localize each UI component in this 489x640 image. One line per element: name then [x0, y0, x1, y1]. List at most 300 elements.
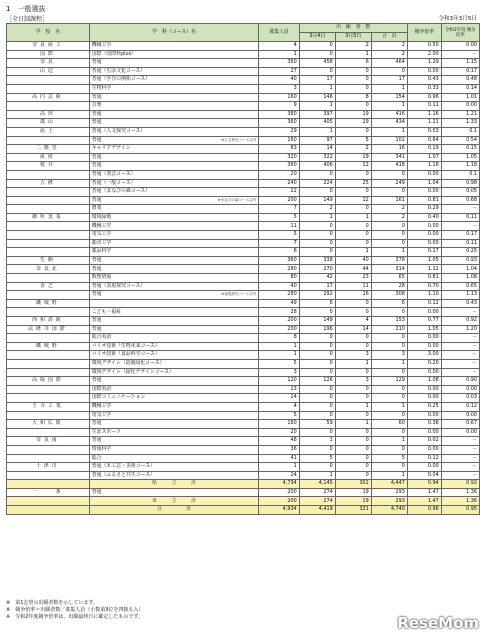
course-name [89, 179, 259, 188]
ratio-value: 0.81 [407, 196, 441, 205]
table-row [7, 153, 480, 162]
march4-value: 270 [299, 265, 335, 274]
capacity-value: 1 [259, 351, 299, 360]
capacity-value: 49 [259, 299, 299, 308]
march4-value: 0 [299, 308, 335, 317]
march5-value: 4 [335, 317, 371, 326]
ratio-value: 0.00 [407, 170, 441, 179]
course-name [89, 265, 259, 274]
capacity-value: 200 [259, 317, 299, 326]
school-name [7, 84, 90, 93]
course-name [89, 454, 259, 463]
table-row [7, 282, 480, 291]
total-value: 1 [371, 248, 407, 257]
march5-value: 0 [335, 445, 371, 454]
table-row [7, 420, 480, 429]
table-row [7, 428, 480, 437]
school-name [7, 205, 90, 214]
date-label: 令和3年3月5日 [438, 16, 477, 22]
march4-value: 42 [299, 274, 335, 283]
course-name [89, 222, 259, 231]
capacity-value: 9 [259, 102, 299, 111]
march5-value: 1 [335, 420, 371, 429]
school-name: 高田 [7, 110, 90, 119]
course-label: 普通（一般コース） [91, 179, 136, 186]
table-row [7, 342, 480, 351]
prev-ratio-value: 0.25 [441, 248, 479, 257]
ratio-value: 0.03 [407, 127, 441, 136]
capacity-value: 160 [259, 136, 299, 145]
school-name [7, 102, 90, 111]
capacity-value: 7 [259, 239, 299, 248]
table-row [7, 368, 480, 377]
prev-ratio-value: 0.54 [441, 136, 479, 145]
ratio-value: 0.00 [407, 411, 441, 420]
course-note: ※まなびの森コース以外 [217, 197, 257, 202]
course-name [89, 50, 259, 59]
total-value: 2 [371, 42, 407, 51]
footnote-3: ※ 令和2年度競争倍率は、出願最終日に確定したものです。 [6, 614, 143, 620]
total-value: 1 [371, 402, 407, 411]
march4-value: 274 [299, 488, 335, 497]
header-march4: 3月4日 [299, 33, 335, 42]
course-name [89, 308, 259, 317]
total-value: 5 [371, 454, 407, 463]
total-value: 0 [371, 428, 407, 437]
table-row [7, 119, 480, 128]
school-name [7, 428, 90, 437]
school-name [7, 368, 90, 377]
table-row [7, 110, 480, 119]
capacity-value: 280 [259, 291, 299, 300]
capacity-value: 360 [259, 119, 299, 128]
prev-ratio-value: 0.00 [441, 385, 479, 394]
header-applicants: 出 願 者 数 [299, 24, 407, 33]
prev-ratio-value: － [441, 351, 479, 360]
march4-value: 149 [299, 196, 335, 205]
ratio-value: 1.12 [407, 265, 441, 274]
march5-value: 0 [335, 471, 371, 480]
school-name: 磯城野 [7, 342, 90, 351]
header-course: 学 科（コース）名 [89, 24, 259, 42]
march5-value: 19 [335, 153, 371, 162]
summary-row [7, 497, 480, 506]
resemom-logo: ReseMom [397, 614, 479, 632]
march4-value: 458 [299, 59, 335, 68]
prev-ratio-value: 0.43 [441, 299, 479, 308]
table-row [7, 239, 480, 248]
prev-ratio-value: 0.98 [441, 179, 479, 188]
march5-value: 19 [335, 488, 371, 497]
march4-value: 2 [299, 205, 335, 214]
ratio-value: 0.70 [407, 282, 441, 291]
ratio-value: 0.00 [407, 368, 441, 377]
table-row [7, 394, 480, 403]
school-name [7, 351, 90, 360]
capacity-value: 41 [259, 454, 299, 463]
course-type-label: ［全日制課程］ [6, 16, 49, 23]
total-value: 293 [371, 488, 407, 497]
capacity-value: 360 [259, 162, 299, 171]
capacity-value: 200 [259, 196, 299, 205]
summary-label: 市 立 計 [89, 497, 259, 506]
prev-ratio-value: 1.36 [441, 488, 479, 497]
school-name [7, 359, 90, 368]
capacity-value: 83 [259, 145, 299, 154]
prev-ratio-value: － [441, 463, 479, 472]
course-label: 電気工学 [91, 411, 112, 418]
course-label: バイオ技術（食品科学コース） [91, 351, 160, 358]
table-row [7, 50, 480, 59]
prev-ratio-value: 0.17 [441, 67, 479, 76]
course-label: 普通 [91, 265, 102, 272]
school-name: 二階堂 [7, 145, 90, 154]
prev-ratio-value: 0.92 [441, 317, 479, 326]
march5-value: 302 [335, 480, 371, 489]
summary-label: 合 計 [89, 506, 259, 515]
march4-value: 1 [299, 213, 335, 222]
march4-value: 0 [299, 334, 335, 343]
table-row [7, 162, 480, 171]
prev-ratio-value: 0.67 [441, 420, 479, 429]
summary-row [7, 506, 480, 515]
course-label: 情報科学 [91, 446, 112, 452]
march4-value: 17 [299, 282, 335, 291]
prev-ratio-value: 0.03 [441, 394, 479, 403]
table-row [7, 179, 480, 188]
prev-ratio-value: 0.95 [441, 506, 479, 515]
total-value: 0 [371, 231, 407, 240]
school-name: 奈良 [7, 59, 90, 68]
table-row [7, 325, 480, 334]
course-name [89, 213, 259, 222]
ratio-value: 0.00 [407, 67, 441, 76]
capacity-value: 1 [259, 342, 299, 351]
course-label: 普通 [91, 162, 102, 169]
table-row [7, 308, 480, 317]
capacity-value: 11 [259, 222, 299, 231]
total-value: 102 [371, 136, 407, 145]
school-name [7, 76, 90, 85]
prev-ratio-value: － [441, 454, 479, 463]
prev-ratio-value: 0.48 [441, 76, 479, 85]
total-value: 416 [371, 110, 407, 119]
ratio-value: 1.07 [407, 153, 441, 162]
table-row [7, 231, 480, 240]
course-name [89, 394, 259, 403]
capacity-value: 120 [259, 377, 299, 386]
march4-value: 0 [299, 188, 335, 197]
capacity-value: 27 [259, 67, 299, 76]
march4-value: 0 [299, 342, 335, 351]
prev-ratio-value: 0.17 [441, 231, 479, 240]
prev-ratio-value: － [441, 437, 479, 446]
march5-value: 1 [335, 50, 371, 59]
ratio-value: 0.00 [407, 239, 441, 248]
capacity-value: 4 [259, 402, 299, 411]
march4-value: 0 [299, 67, 335, 76]
course-label: 普通（学びの開拓コース） [91, 76, 151, 83]
ratio-value: 0.00 [407, 394, 441, 403]
table-row [7, 402, 480, 411]
capacity-value: 5 [259, 213, 299, 222]
table-row [7, 213, 480, 222]
total-value: 17 [371, 76, 407, 85]
total-value: 0 [371, 368, 407, 377]
capacity-value: 1 [259, 50, 299, 59]
march5-value: 11 [335, 282, 371, 291]
table-row [7, 170, 480, 179]
march5-value: 0 [335, 342, 371, 351]
course-label: 普通 [91, 291, 102, 298]
march4-value: 0 [299, 222, 335, 231]
course-name [89, 368, 259, 377]
prev-ratio-value: 0.00 [441, 42, 479, 51]
school-name: 奈良北 [7, 265, 90, 274]
school-name [7, 308, 90, 317]
table-row [7, 127, 480, 136]
march4-value: 14 [299, 145, 335, 154]
course-name [89, 93, 259, 102]
ratio-value: 0.50 [407, 42, 441, 51]
march5-value: 0 [335, 308, 371, 317]
prev-ratio-value: 0.65 [441, 282, 479, 291]
march5-value: 19 [335, 497, 371, 506]
table-row [7, 463, 480, 472]
total-value: 464 [371, 59, 407, 68]
ratio-value: 0.81 [407, 274, 441, 283]
table-row [7, 274, 480, 283]
school-name: 添上 [7, 127, 90, 136]
school-name: 御所実業 [7, 213, 90, 222]
school-name [7, 170, 90, 179]
course-name [89, 325, 259, 334]
course-name [89, 385, 259, 394]
ratio-value: 1.21 [407, 119, 441, 128]
ratio-value: 0.12 [407, 454, 441, 463]
school-name: 国際 [7, 50, 90, 59]
march5-value: 2 [335, 42, 371, 51]
ratio-value: 0.00 [407, 231, 441, 240]
table-row [7, 454, 480, 463]
march5-value: 23 [335, 274, 371, 283]
march5-value: 0 [335, 334, 371, 343]
capacity-value: 200 [259, 497, 299, 506]
school-name: 桜井 [7, 162, 90, 171]
course-name [89, 162, 259, 171]
march4-value: 59 [299, 420, 335, 429]
school-name: 香芝 [7, 282, 90, 291]
ratio-value: 0.04 [407, 471, 441, 480]
ratio-value: 1.08 [407, 377, 441, 386]
ratio-value: 1.47 [407, 488, 441, 497]
capacity-value: 3 [259, 368, 299, 377]
prev-ratio-value: 0.1 [441, 127, 479, 136]
total-value: 308 [371, 291, 407, 300]
table-row [7, 42, 480, 51]
capacity-value: 3 [259, 84, 299, 93]
ratio-value: 0.00 [407, 334, 441, 343]
capacity-value: 5 [259, 231, 299, 240]
course-name [89, 291, 259, 300]
capacity-value: 48 [259, 437, 299, 446]
capacity-value: 360 [259, 59, 299, 68]
course-label: 数理情報 [91, 274, 112, 281]
march5-value: 0 [335, 170, 371, 179]
course-name [89, 119, 259, 128]
school-name [7, 506, 90, 515]
course-name [89, 420, 259, 429]
course-label: 普通（木工芸・美術コース） [91, 463, 156, 470]
total-value: 0 [371, 239, 407, 248]
school-name: 山辺 [7, 67, 90, 76]
course-name [89, 256, 259, 265]
course-label: 普通 [91, 59, 102, 66]
march5-value: 0 [335, 437, 371, 446]
march5-value: 19 [335, 110, 371, 119]
table-row [7, 359, 480, 368]
course-label: 普通 [91, 317, 102, 324]
course-label: 普通 [91, 377, 102, 384]
total-value: 210 [371, 325, 407, 334]
course-name [89, 402, 259, 411]
course-label: 電気工学 [91, 231, 112, 238]
ratio-value: 0.00 [407, 342, 441, 351]
course-name [89, 205, 259, 214]
total-value: 28 [371, 282, 407, 291]
capacity-value: 4 [259, 42, 299, 51]
march4-value: 4,145 [299, 480, 335, 489]
course-name [89, 282, 259, 291]
total-value: 0 [371, 188, 407, 197]
prev-ratio-value: － [441, 222, 479, 231]
table-row [7, 136, 480, 145]
school-name [7, 196, 90, 205]
march4-value: 97 [299, 136, 335, 145]
march4-value: 0 [299, 170, 335, 179]
prev-ratio-value: 1.18 [441, 162, 479, 171]
course-label: 国際英語 [91, 385, 112, 392]
course-name [89, 110, 259, 119]
footnote-2: ※ 競争倍率＝出願者数／募集人員（小数第3位を四捨五入） [6, 607, 144, 613]
course-name [89, 342, 259, 351]
table-row [7, 445, 480, 454]
school-name: 磯城野 [7, 299, 90, 308]
ratio-value: 3.00 [407, 351, 441, 360]
march5-value: 0 [335, 76, 371, 85]
prev-ratio-value: 1.05 [441, 153, 479, 162]
course-name [89, 248, 259, 257]
course-label: 都市工学 [91, 239, 112, 246]
course-label: 普通（表現探究コース） [91, 282, 146, 289]
prev-ratio-value: － [441, 445, 479, 454]
capacity-value: 240 [259, 179, 299, 188]
school-name [7, 385, 90, 394]
total-value: 1 [371, 471, 407, 480]
ratio-value: 0.00 [407, 308, 441, 317]
total-value: 2 [371, 213, 407, 222]
course-label: 普通（ふるさと共生コース） [91, 471, 156, 478]
total-value: 0 [371, 463, 407, 472]
march5-value: 0 [335, 188, 371, 197]
march4-value: 397 [299, 110, 335, 119]
course-label: 普通 [91, 153, 102, 160]
course-label: 生涯スポーツ [91, 428, 121, 435]
course-name [89, 145, 259, 154]
course-label: 普通 [91, 420, 102, 427]
march5-value: 0 [335, 463, 371, 472]
prev-ratio-value: － [441, 471, 479, 480]
header-prev-ratio: 令和2年度 競争倍率 [441, 24, 479, 42]
total-value: 314 [371, 265, 407, 274]
march5-value: 3 [335, 351, 371, 360]
table-row [7, 205, 480, 214]
ratio-value: 1.16 [407, 110, 441, 119]
school-name [7, 334, 90, 343]
total-value: 0 [371, 334, 407, 343]
table-row [7, 222, 480, 231]
prev-ratio-value: 1.33 [441, 119, 479, 128]
prev-ratio-value: 0.12 [441, 402, 479, 411]
total-value: 341 [371, 153, 407, 162]
course-name [89, 471, 259, 480]
course-name [89, 299, 259, 308]
table-row [7, 145, 480, 154]
prev-ratio-value: 1.15 [441, 59, 479, 68]
prev-ratio-value: 0.11 [441, 239, 479, 248]
table-row [7, 299, 480, 308]
school-name [7, 274, 90, 283]
ratio-value: 0.96 [407, 93, 441, 102]
ratio-value: 2.00 [407, 50, 441, 59]
total-value: 4,740 [371, 506, 407, 515]
total-value: 0 [371, 394, 407, 403]
course-label: 機械工学 [91, 222, 112, 229]
total-value: 1 [371, 359, 407, 368]
header-school: 学 校 名 [7, 24, 90, 42]
page-title: 1 一般選抜 [6, 5, 46, 13]
course-name [89, 437, 259, 446]
table-row [7, 385, 480, 394]
capacity-value: 20 [259, 428, 299, 437]
summary-label: 県 立 計 [89, 480, 259, 489]
ratio-value: 0.43 [407, 76, 441, 85]
course-name [89, 239, 259, 248]
course-label: 普通（まなびの森コース） [91, 188, 151, 195]
prev-ratio-value: － [441, 359, 479, 368]
prev-ratio-value: 0.93 [441, 256, 479, 265]
course-name [89, 102, 259, 111]
total-value: 161 [371, 196, 407, 205]
march4-value: 1 [299, 471, 335, 480]
school-name [7, 394, 90, 403]
march4-value: 0 [299, 385, 335, 394]
total-value: 65 [371, 274, 407, 283]
course-note: ※人文探究コース以外 [221, 137, 257, 142]
march5-value: 0 [335, 368, 371, 377]
course-label: 普通 [91, 136, 102, 143]
capacity-value: 24 [259, 471, 299, 480]
march4-value: 0 [299, 50, 335, 59]
table-row [7, 265, 480, 274]
march5-value: 1 [335, 248, 371, 257]
course-name [89, 170, 259, 179]
total-value: 1 [371, 127, 407, 136]
march5-value: 0 [335, 205, 371, 214]
march4-value: 0 [299, 231, 335, 240]
school-name: 王寺工業 [7, 402, 90, 411]
table-row [7, 437, 480, 446]
